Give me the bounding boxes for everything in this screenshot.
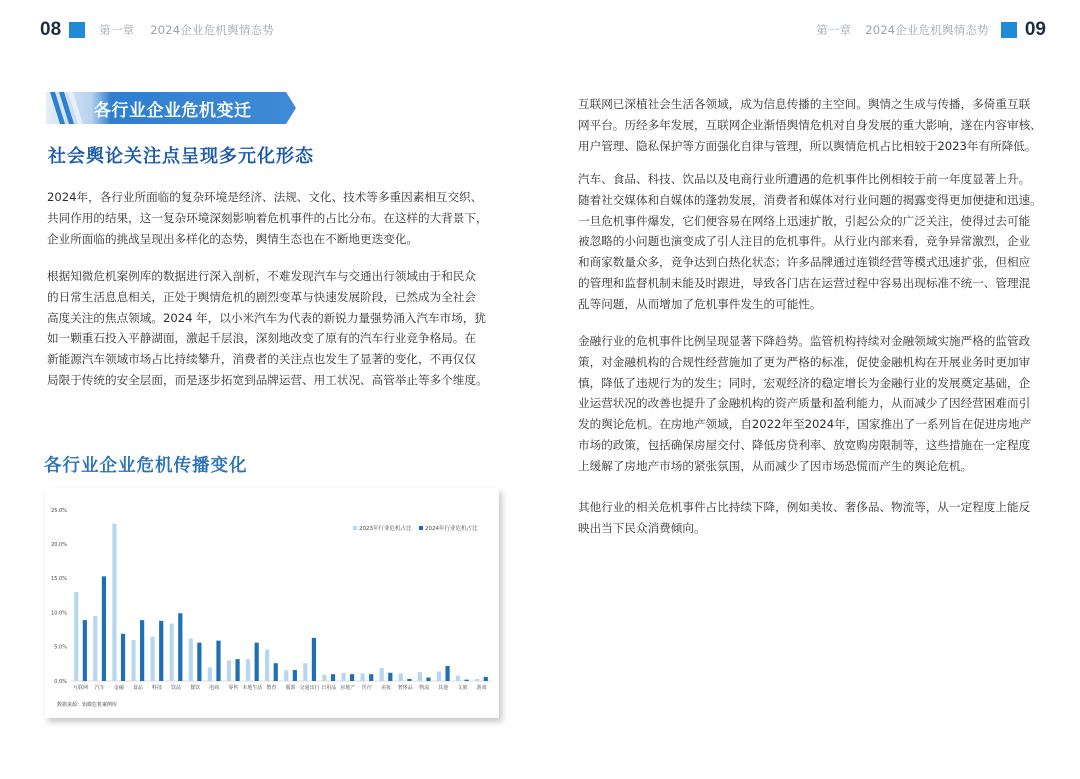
bar-2023 bbox=[74, 592, 78, 681]
paragraph-line: 其他行业的相关危机事件占比持续下降，例如美妆、奢侈品、物流等，从一定程度上能反 bbox=[578, 500, 1031, 514]
bar-2023 bbox=[189, 639, 193, 681]
bar-2023 bbox=[361, 673, 365, 681]
bar-2024 bbox=[140, 620, 144, 681]
paragraph-line: 发的舆论危机。在房地产领域，自2022年至2024年，国家推出了一系列旨在促进房地产 bbox=[578, 417, 1032, 432]
right-paragraph-3 bbox=[578, 331, 1053, 477]
x-tick-label: 文旅 bbox=[457, 685, 468, 691]
x-tick-label: 本地生活 bbox=[242, 685, 263, 691]
section-subheading: 社会舆论关注点呈现多元化形态 bbox=[48, 146, 314, 167]
paragraph-line: 乱等问题，从而增加了危机事件发生的可能性。 bbox=[578, 296, 822, 311]
legend-label-2023: 2023年行业危机占比 bbox=[359, 526, 412, 532]
y-tick-label: 20.0% bbox=[51, 542, 67, 548]
right-paragraph-2 bbox=[578, 169, 1053, 315]
x-tick-label: 医疗 bbox=[361, 685, 372, 691]
paragraph-line: 一旦危机事件爆发，它们便容易在网络上迅速扩散，引起公众的广泛关注，使得过去可能 bbox=[578, 213, 1031, 228]
bar-2023 bbox=[475, 679, 479, 681]
bar-2023 bbox=[227, 660, 231, 681]
bar-2024 bbox=[331, 674, 335, 681]
bar-2023 bbox=[265, 650, 269, 681]
left-chapter-title: 2024企业危机舆情态势 bbox=[150, 23, 274, 37]
paragraph-line: 业运营状况的改善也提升了金融机构的资产质量和盈利能力，从而减少了因经营困难而引 bbox=[578, 396, 1031, 411]
bar-2024 bbox=[255, 643, 259, 681]
bar-2023 bbox=[341, 673, 345, 681]
x-tick-label: 食品 bbox=[132, 685, 143, 691]
right-paragraph-1 bbox=[578, 94, 1053, 156]
x-tick-label: 日用品 bbox=[321, 685, 337, 691]
right-square-marker-icon bbox=[1001, 22, 1017, 38]
x-tick-label: 零售 bbox=[228, 685, 239, 691]
bar-2024 bbox=[484, 677, 488, 681]
bar-2023 bbox=[456, 676, 460, 681]
bar-2024 bbox=[83, 620, 87, 681]
x-tick-label: 房地产 bbox=[340, 685, 356, 691]
x-tick-label: 电商 bbox=[209, 685, 220, 691]
bar-2023 bbox=[322, 675, 326, 681]
x-tick-label: 游戏 bbox=[476, 685, 487, 691]
right-chapter-label: 第一章 bbox=[816, 23, 852, 37]
x-tick-label: 金融 bbox=[113, 685, 124, 691]
paragraph-line: 上缓解了房地产市场的紧张氛围，从而减少了因市场恐慌而产生的舆论危机。 bbox=[578, 458, 973, 473]
bar-2024 bbox=[388, 673, 392, 681]
left-page-header bbox=[40, 18, 274, 42]
bar-2024 bbox=[407, 679, 411, 681]
chart-heading: 各行业企业危机传播变化 bbox=[44, 456, 248, 476]
right-page-number: 09 bbox=[1024, 19, 1046, 40]
section-banner bbox=[46, 92, 296, 124]
bar-2024 bbox=[197, 643, 201, 681]
paragraph-line: 市场的政策，包括确保房屋交付、降低房贷利率、放宽购房限制等，这些措施在一定程度 bbox=[578, 437, 1031, 452]
bar-chart bbox=[45, 488, 499, 718]
paragraph-line: 被忽略的小问题也演变成了引人注目的危机事件。从行业内部来看，竞争异常激烈，企业 bbox=[578, 234, 1031, 249]
x-tick-label: 服饰 bbox=[285, 685, 296, 691]
paragraph-line: 新能源汽车领域市场占比持续攀升，消费者的关注点也发生了显著的变化，不再仅仅 bbox=[47, 352, 476, 367]
x-tick-label: 其他 bbox=[438, 685, 449, 691]
bar-2023 bbox=[208, 667, 212, 681]
x-tick-label: 交通出行 bbox=[299, 685, 320, 691]
chart-card bbox=[45, 488, 499, 718]
legend-swatch-2023 bbox=[353, 526, 357, 530]
right-paragraph-4 bbox=[578, 497, 1053, 539]
paragraph-line: 的管理和监督机制未能及时跟进，导致各门店在运营过程中容易出现标准不统一、管理混 bbox=[578, 275, 1031, 290]
bar-2023 bbox=[418, 672, 422, 681]
chart-source-note: 数据来源：知微危机案例库 bbox=[57, 702, 118, 708]
bar-2024 bbox=[312, 638, 316, 681]
bar-2023 bbox=[399, 673, 403, 681]
paragraph-line: 映出当下民众消费倾向。 bbox=[578, 520, 706, 535]
bar-2024 bbox=[159, 621, 163, 681]
bar-2023 bbox=[131, 640, 135, 681]
bar-2024 bbox=[216, 641, 220, 681]
left-paragraph-1 bbox=[47, 187, 507, 249]
bar-2024 bbox=[235, 659, 239, 681]
bar-2024 bbox=[293, 670, 297, 681]
left-page-number: 08 bbox=[40, 19, 62, 40]
bar-2024 bbox=[445, 666, 449, 681]
legend-swatch-2024 bbox=[419, 526, 423, 530]
x-tick-label: 物流 bbox=[419, 685, 430, 691]
bar-2024 bbox=[369, 674, 373, 681]
bar-2023 bbox=[303, 663, 307, 681]
banner-title: 各行业企业危机变迁 bbox=[94, 101, 252, 121]
bar-2023 bbox=[380, 668, 384, 681]
paragraph-line: 根据知微危机案例库的数据进行深入剖析，不难发现汽车与交通出行领域由于和民众 bbox=[47, 269, 476, 283]
x-tick-label: 饮品 bbox=[170, 685, 182, 691]
paragraph-line: 的日常生活息息相关，正处于舆情危机的剧烈变革与快速发展阶段，已然成为全社会 bbox=[47, 289, 476, 304]
paragraph-line: 局限于传统的安全层面，而是逐步拓宽到品牌运营、用工状况、高管举止等多个维度。 bbox=[47, 372, 488, 387]
right-chapter-title: 2024企业危机舆情态势 bbox=[865, 23, 989, 37]
y-tick-label: 5.0% bbox=[54, 644, 67, 651]
left-square-marker-icon bbox=[69, 22, 85, 38]
bar-2024 bbox=[178, 613, 182, 681]
paragraph-line: 用户管理、隐私保护等方面强化自律与管理，所以舆情危机占比相较于2023年有所降低。 bbox=[578, 138, 1037, 153]
paragraph-line: 2024年，各行业所面临的复杂环境是经济、法规、文化、技术等多重因素相互交织、 bbox=[47, 190, 483, 204]
bar-2024 bbox=[121, 634, 125, 681]
bar-2024 bbox=[102, 576, 106, 681]
paragraph-line: 如一颗重石投入平静湖面，激起千层浪，深刻地改变了原有的汽车行业竞争格局。在 bbox=[47, 331, 476, 346]
bar-2023 bbox=[170, 624, 174, 681]
x-tick-label: 科技 bbox=[151, 685, 162, 691]
x-tick-label: 教育 bbox=[266, 685, 277, 691]
left-chapter-label: 第一章 bbox=[99, 23, 135, 37]
paragraph-line: 网平台。历经多年发展，互联网企业渐悟舆情危机对自身发展的重大影响，遂在内容审核、 bbox=[578, 117, 1042, 132]
left-paragraph-2 bbox=[47, 266, 507, 391]
y-tick-label: 25.0% bbox=[51, 507, 67, 514]
x-tick-label: 餐饮 bbox=[190, 685, 201, 691]
bar-2024 bbox=[350, 674, 354, 681]
bar-2024 bbox=[426, 678, 430, 681]
right-page-header bbox=[816, 18, 1046, 42]
bar-2023 bbox=[112, 524, 116, 681]
bar-2023 bbox=[437, 671, 441, 681]
paragraph-line: 互联网已深植社会生活各领域，成为信息传播的主空间。舆情之生成与传播，多倚重互联 bbox=[578, 97, 1031, 111]
bar-2024 bbox=[274, 663, 278, 681]
bar-2023 bbox=[246, 659, 250, 681]
paragraph-line: 金融行业的危机事件比例呈现显著下降趋势。监管机构持续对金融领域实施严格的监管政 bbox=[578, 334, 1031, 348]
x-tick-label: 汽车 bbox=[94, 685, 105, 691]
bar-2023 bbox=[151, 637, 155, 681]
x-tick-label: 互联网 bbox=[73, 685, 89, 691]
bar-2023 bbox=[93, 616, 97, 681]
y-tick-label: 10.0% bbox=[51, 610, 67, 617]
paragraph-line: 共同作用的结果，这一复杂环境深刻影响着危机事件的占比分布。在这样的大背景下， bbox=[47, 210, 488, 225]
paragraph-line: 随着社交媒体和自媒体的蓬勃发展，消费者和媒体对行业问题的揭露变得更加便捷和迅速。 bbox=[578, 192, 1042, 207]
bar-2024 bbox=[465, 680, 469, 681]
x-tick-label: 奢侈品 bbox=[397, 685, 413, 691]
y-tick-label: 0.0% bbox=[54, 678, 67, 685]
x-tick-label: 美妆 bbox=[380, 685, 392, 691]
paragraph-line: 高度关注的焦点领域。2024 年，以小米汽车为代表的新锐力量强势涌入汽车市场，犹 bbox=[47, 310, 486, 325]
bar-2023 bbox=[284, 670, 288, 681]
paragraph-line: 企业所面临的挑战呈现出多样化的态势，舆情生态也在不断地更迭变化。 bbox=[47, 231, 419, 246]
y-tick-label: 15.0% bbox=[51, 576, 67, 583]
paragraph-line: 和商家数量众多，竞争达到白热化状态；许多品牌通过连锁经营等模式迅速扩张，但相应 bbox=[578, 255, 1031, 270]
paragraph-line: 慎，降低了违规行为的发生；同时，宏观经济的稳定增长为金融行业的发展奠定基础，企 bbox=[578, 375, 1031, 390]
legend-label-2024: 2024年行业危机占比 bbox=[425, 526, 478, 532]
paragraph-line: 汽车、食品、科技、饮品以及电商行业所遭遇的危机事件比例相较于前一年度显著上升。 bbox=[578, 172, 1031, 186]
paragraph-line: 策，对金融机构的合规性经营施加了更为严格的标准，促使金融机构在开展业务时更加审 bbox=[578, 354, 1031, 369]
